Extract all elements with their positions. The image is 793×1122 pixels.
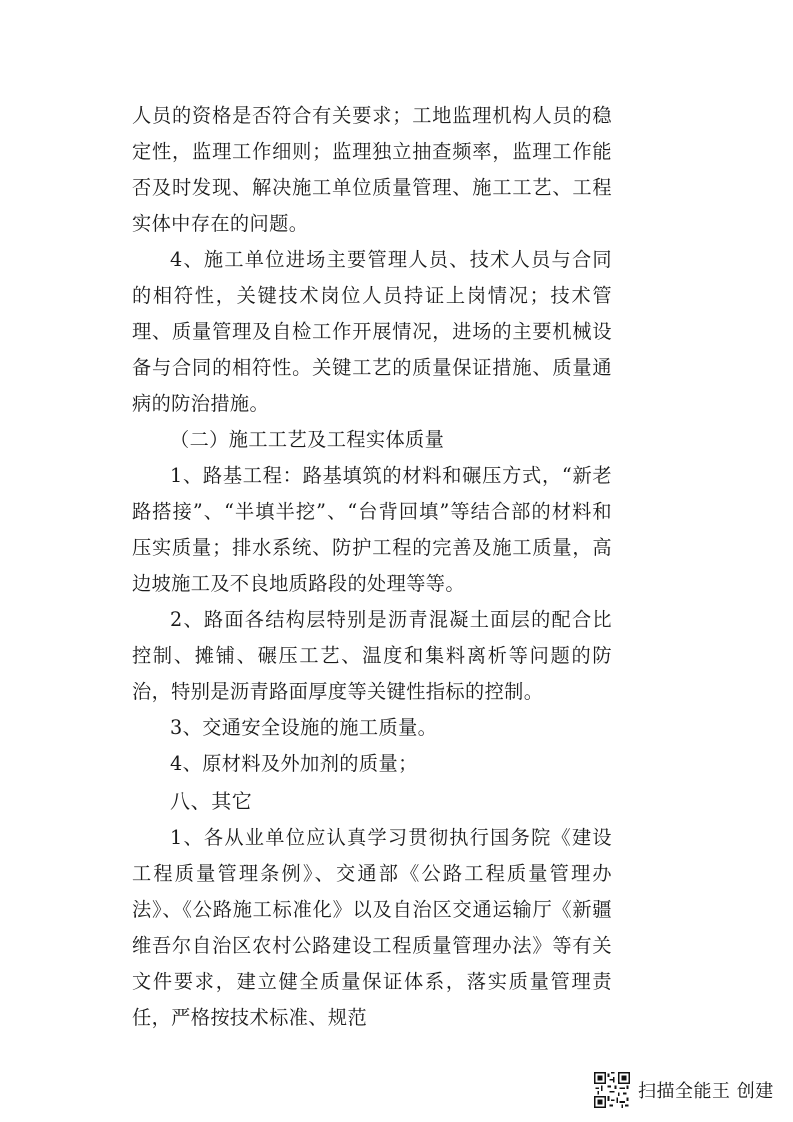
paragraph-item-4-construction-unit: 4、施工单位进场主要管理人员、技术人员与合同的相符性，关键技术岗位人员持证上岗情况；技术管理、质量管理及自检工作开展情况，进场的主要机械设备与合同的相符性。关键工艺的质量保证措施、质量通病的防治措施。 [132,248,612,415]
paragraph-item-2-pavement: 2、路面各结构层特别是沥青混凝土面层的配合比控制、摊铺、碾压工艺、温度和集料离析等问题的防治，特别是沥青路面厚度等关键性指标的控制。 [132,608,612,703]
subheading-construction-process-quality: （二）施工工艺及工程实体质量 [170,428,445,451]
document-body [132,98,612,1036]
paragraph-item-4-materials: 4、原材料及外加剂的质量； [170,752,418,775]
paragraph-item-1-roadbed: 1、路基工程：路基填筑的材料和碾压方式，“新老路搭接”、“半填半挖”、“台背回填”等结合部的材料和压实质量；排水系统、防护工程的完善及施工质量，高边坡施工及不良地质路段的处理等等。 [132,464,612,595]
paragraph-supervision-continued: 人员的资格是否符合有关要求；工地监理机构人员的稳定性，监理工作细则；监理独立抽查频率，监理工作能否及时发现、解决施工单位质量管理、施工工艺、工程实体中存在的问题。 [132,104,612,235]
section-heading-other: 八、其它 [170,789,253,813]
watermark-text: 扫描全能王 创建 [638,1081,774,1102]
qr-code-icon [594,1072,630,1108]
paragraph-other-item-1: 1、各从业单位应认真学习贯彻执行国务院《建设工程质量管理条例》、交通部《公路工程质量管理办法》、《公路施工标准化》以及自治区交通运输厅《新疆维吾尔自治区农村公路建设工程质量管理办法》等有关文件要求，建立健全质量保证体系，落实质量管理责任，严格按技术标准、规范 [132,826,612,1029]
scanner-watermark [594,1068,774,1112]
paragraph-item-3-traffic-safety: 3、交通安全设施的施工质量。 [170,716,438,739]
